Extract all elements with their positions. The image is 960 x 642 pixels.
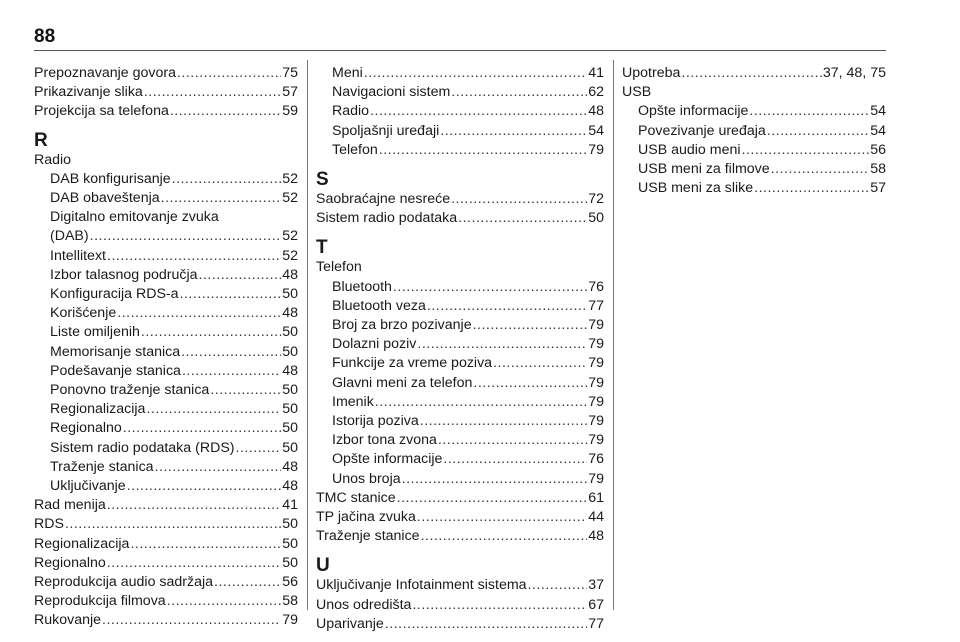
index-entry [316, 596, 604, 615]
index-entry [34, 554, 298, 573]
leader-dots [146, 400, 281, 419]
entry-title: Uparivanje [316, 615, 384, 632]
index-column-3 [622, 64, 886, 198]
entry-title: RDS [34, 516, 64, 533]
index-entry [316, 576, 604, 595]
entry-title: Rukovanje [34, 612, 102, 629]
section-letter-t: T [316, 237, 328, 259]
entry-page: 59 [282, 103, 298, 120]
entries-u [316, 576, 604, 634]
index-entry [316, 64, 604, 83]
entry-title: Memorisanje stanica [50, 343, 181, 360]
usb-subentries [622, 102, 886, 198]
leader-dots [767, 122, 869, 141]
index-entry [34, 439, 298, 458]
entry-title: Regionalizacija [34, 535, 130, 552]
index-entry [316, 374, 604, 393]
entry-page: 62 [588, 84, 604, 101]
entry-title: Regionalno [34, 554, 106, 571]
entry-title: Bluetooth [332, 278, 392, 295]
index-entry [34, 266, 298, 285]
entry-title: Traženje stanice [316, 528, 420, 545]
index-heading-usb: USB [622, 84, 652, 101]
entry-title: Spoljašnji uređaji [332, 122, 440, 139]
entry-page: 75 [282, 65, 298, 81]
entry-page: 56 [282, 574, 298, 591]
entry-title: Opšte informacije [638, 103, 749, 120]
entry-title: DAB obaveštenja [50, 190, 160, 207]
index-entry [316, 141, 604, 160]
entry-page: 48 [588, 528, 604, 545]
entry-title: Liste omiljenih [50, 324, 140, 341]
index-entry-wrapped-line: Digitalno emitovanje zvuka [50, 209, 219, 226]
entry-title: Radio [332, 103, 370, 120]
leader-dots [107, 496, 281, 515]
entry-title: Ponovno traženje stanica [50, 382, 210, 399]
leader-dots [681, 64, 822, 83]
entry-title: Upotreba [622, 65, 681, 81]
index-entry [316, 122, 604, 141]
index-entry [316, 278, 604, 297]
entry-title: Istorija poziva [332, 413, 419, 430]
entry-page: 50 [282, 286, 298, 303]
entries-s [316, 190, 604, 228]
entry-page: 67 [588, 596, 604, 613]
entry-page: 52 [282, 170, 298, 187]
entry-title: Rad menija [34, 497, 106, 514]
index-entry [316, 431, 604, 450]
index-entry [622, 122, 886, 141]
index-entry [34, 535, 298, 554]
leader-dots [117, 304, 281, 323]
column-separator [613, 60, 614, 610]
entry-title: Intellitext [50, 247, 106, 264]
entry-title: USB meni za filmove [638, 161, 770, 178]
index-entry [316, 335, 604, 354]
entry-page: 50 [282, 516, 298, 533]
leader-dots [754, 179, 869, 198]
entry-title: Telefon [332, 141, 378, 158]
entry-page: 37 [588, 577, 604, 594]
index-entry [34, 343, 298, 362]
entry-page: 61 [588, 489, 604, 506]
entries-t [316, 489, 604, 547]
entry-page: 50 [282, 382, 298, 399]
entry-page: 54 [870, 122, 886, 139]
section-letter-s: S [316, 169, 329, 191]
index-entry [34, 400, 298, 419]
leader-dots [402, 470, 588, 489]
entry-page: 50 [282, 401, 298, 418]
entry-title: Povezivanje uređaja [638, 122, 766, 139]
entry-page: 50 [282, 343, 298, 360]
index-entry [622, 160, 886, 179]
entry-page: 76 [588, 278, 604, 295]
index-entry [316, 209, 604, 228]
entry-title: Podešavanje stanica [50, 362, 181, 379]
entry-page: 50 [282, 535, 298, 552]
leader-dots [172, 170, 282, 189]
entry-page: 79 [588, 393, 604, 410]
section-letter-r: R [34, 129, 48, 151]
leader-dots [749, 102, 869, 121]
entry-title: Navigacioni sistem [332, 84, 451, 101]
index-entry [316, 393, 604, 412]
page-number: 88 [34, 26, 56, 47]
leader-dots [214, 573, 281, 592]
index-entry [34, 611, 298, 630]
leader-dots [451, 190, 587, 209]
entry-page: 79 [588, 141, 604, 158]
index-entry [622, 64, 886, 83]
leader-dots [123, 419, 281, 438]
entry-page: 79 [588, 336, 604, 353]
entry-title: Regionalizacija [50, 401, 146, 418]
index-column-2 [316, 64, 604, 634]
entry-page: 57 [282, 84, 298, 101]
entry-title: USB meni za slike [638, 180, 754, 197]
index-entry [34, 362, 298, 381]
index-entry [316, 102, 604, 121]
leader-dots [107, 247, 281, 266]
leader-dots [236, 439, 282, 458]
leader-dots [90, 227, 282, 246]
leader-dots [141, 323, 281, 342]
entry-title: Reprodukcija audio sadržaja [34, 574, 214, 591]
entry-page: 52 [282, 190, 298, 207]
entry-page: 77 [588, 297, 604, 314]
leader-dots [107, 554, 281, 573]
entry-page: 48 [588, 103, 604, 120]
entry-title: Dolazni poziv [332, 336, 417, 353]
index-entry [34, 189, 298, 208]
entry-title: Sistem radio podataka (RDS) [50, 439, 235, 456]
index-entry [34, 64, 298, 83]
index-entry [34, 304, 298, 323]
entry-page: 50 [282, 439, 298, 456]
radio-subentries-1 [34, 170, 298, 208]
entry-page: 50 [588, 210, 604, 227]
entry-page: 48 [282, 458, 298, 475]
index-column-1 [34, 64, 298, 631]
entry-page: 50 [282, 324, 298, 341]
continued-subentries [316, 64, 604, 160]
entry-page: 48 [282, 266, 298, 283]
index-entry [316, 297, 604, 316]
entry-page: 52 [282, 247, 298, 264]
index-entry [316, 615, 604, 634]
entry-page: 79 [588, 413, 604, 430]
entry-page: 41 [282, 497, 298, 514]
column-separator [307, 60, 308, 610]
leader-dots [65, 515, 281, 534]
entry-title: Opšte informacije [332, 451, 443, 468]
index-entry [316, 316, 604, 335]
index-entry [34, 573, 298, 592]
leader-dots [427, 297, 587, 316]
index-entry [622, 179, 886, 198]
entry-title: Projekcija sa telefona [34, 103, 169, 120]
leader-dots [182, 362, 281, 381]
entry-title: Saobraćajne nesreće [316, 191, 451, 208]
index-entry [34, 419, 298, 438]
index-entry [34, 477, 298, 496]
index-entry [34, 227, 298, 246]
entry-title: Unos odredišta [316, 596, 412, 613]
leader-dots [771, 160, 870, 179]
leader-dots [473, 316, 588, 335]
index-entry [316, 83, 604, 102]
entry-page: 57 [870, 180, 886, 197]
index-entry [34, 170, 298, 189]
entry-title: Unos broja [332, 470, 401, 487]
leader-dots [440, 122, 587, 141]
leader-dots [180, 285, 282, 304]
index-entry [316, 190, 604, 209]
entry-page: 56 [870, 141, 886, 158]
header-rule [34, 50, 886, 51]
index-entry [622, 102, 886, 121]
leader-dots [393, 278, 587, 297]
entry-title: Prikazivanje slika [34, 84, 143, 101]
leader-dots [370, 102, 587, 121]
index-entry [34, 458, 298, 477]
entry-title: Korišćenje [50, 305, 117, 322]
index-entry [316, 450, 604, 469]
entry-title: Izbor tona zvona [332, 432, 437, 449]
entry-title: Sistem radio podataka [316, 210, 458, 227]
leader-dots [473, 374, 587, 393]
leader-dots [528, 576, 588, 595]
entry-title: Broj za brzo pozivanje [332, 317, 472, 334]
entry-page: 79 [588, 317, 604, 334]
entry-page: 44 [588, 509, 604, 526]
leader-dots [421, 527, 588, 546]
entry-title: Uključivanje Infotainment sistema [316, 577, 527, 594]
entry-page: 48 [282, 305, 298, 322]
index-entry [622, 141, 886, 160]
index-entry [316, 527, 604, 546]
entry-page: 76 [588, 451, 604, 468]
leader-dots [443, 450, 587, 469]
entry-title: Meni [332, 65, 363, 81]
entry-title: USB audio meni [638, 141, 741, 158]
entries-top [34, 64, 298, 122]
index-entry [34, 515, 298, 534]
index-entry [316, 489, 604, 508]
entry-title: Regionalno [50, 420, 122, 437]
leader-dots [102, 611, 281, 630]
leader-dots [379, 141, 587, 160]
entry-title: Izbor talasnog područja [50, 266, 198, 283]
leader-dots [364, 64, 587, 83]
leader-dots [385, 615, 587, 634]
entry-title: TP jačina zvuka [316, 509, 416, 526]
index-entry [34, 285, 298, 304]
entry-page: 48 [282, 362, 298, 379]
entry-page: 58 [870, 161, 886, 178]
entry-page: 72 [588, 191, 604, 208]
entry-title: Prepoznavanje govora [34, 65, 176, 81]
entry-page: 50 [282, 554, 298, 571]
entry-title: (DAB) [50, 228, 89, 245]
radio-subentries-2 [34, 247, 298, 497]
leader-dots [438, 431, 587, 450]
leader-dots [417, 508, 587, 527]
entry-title: DAB konfigurisanje [50, 170, 171, 187]
telefon-subentries [316, 278, 604, 489]
index-entry [34, 496, 298, 515]
entry-page: 41 [588, 65, 604, 81]
entry-title: Funkcije za vreme poziva [332, 355, 493, 372]
entry-title: Konfiguracija RDS-a [50, 286, 179, 303]
section-letter-u: U [316, 555, 330, 577]
entry-title: Traženje stanica [50, 458, 154, 475]
leader-dots [493, 354, 587, 373]
entry-page: 79 [588, 432, 604, 449]
leader-dots [155, 458, 282, 477]
index-entry [34, 323, 298, 342]
leader-dots [412, 596, 587, 615]
leader-dots [144, 83, 281, 102]
index-entry [316, 354, 604, 373]
leader-dots [458, 209, 587, 228]
entry-page: 79 [282, 612, 298, 629]
entry-page: 37, 48, 75 [822, 65, 886, 81]
index-entry [34, 592, 298, 611]
leader-dots [161, 189, 282, 208]
entry-page: 79 [588, 374, 604, 391]
index-entry [316, 508, 604, 527]
entry-page: 79 [588, 355, 604, 372]
leader-dots [167, 592, 282, 611]
leader-dots [397, 489, 588, 508]
entry-page: 50 [282, 420, 298, 437]
leader-dots [199, 266, 282, 285]
index-entry [34, 102, 298, 121]
leader-dots [375, 393, 587, 412]
leader-dots [210, 381, 281, 400]
entries-bottom [34, 496, 298, 630]
entry-page: 79 [588, 470, 604, 487]
leader-dots [177, 64, 281, 83]
index-heading-telefon: Telefon [316, 259, 362, 276]
entry-title: Reprodukcija filmova [34, 593, 166, 610]
entry-page: 77 [588, 615, 604, 632]
entry-title: Imenik [332, 393, 374, 410]
entry-page: 54 [588, 122, 604, 139]
leader-dots [130, 535, 281, 554]
entry-page: 54 [870, 103, 886, 120]
leader-dots [742, 141, 870, 160]
entry-title: TMC stanice [316, 489, 396, 506]
leader-dots [417, 335, 587, 354]
leader-dots [451, 83, 587, 102]
index-entry [34, 83, 298, 102]
entry-title: Glavni meni za telefon [332, 374, 473, 391]
index-heading-radio: Radio [34, 151, 72, 168]
index-entry [34, 247, 298, 266]
entry-title: Bluetooth veza [332, 297, 426, 314]
entry-page: 48 [282, 478, 298, 495]
leader-dots [127, 477, 282, 496]
index-entry [316, 412, 604, 431]
leader-dots [420, 412, 587, 431]
index-entry [34, 381, 298, 400]
entry-page: 52 [282, 228, 298, 245]
entry-page: 58 [282, 593, 298, 610]
entry-title: Uključivanje [50, 478, 126, 495]
leader-dots [181, 343, 281, 362]
index-entry [316, 470, 604, 489]
leader-dots [170, 102, 281, 121]
